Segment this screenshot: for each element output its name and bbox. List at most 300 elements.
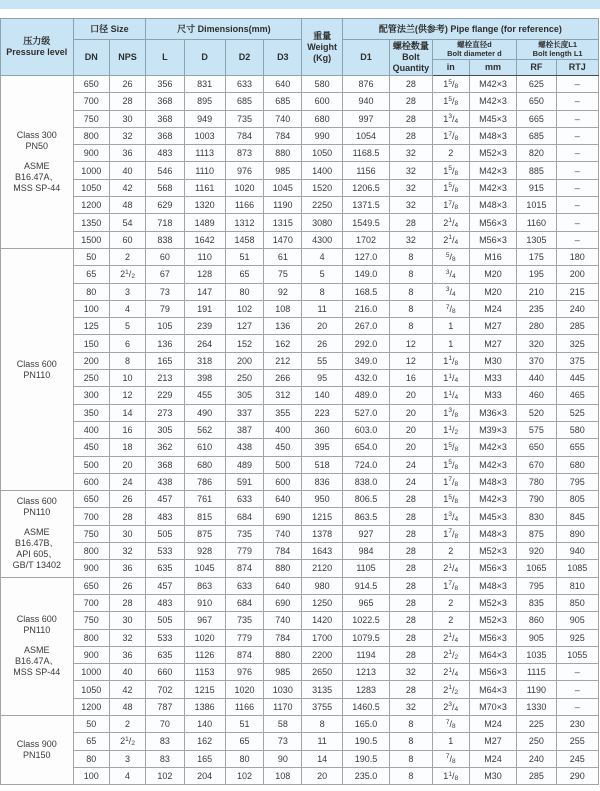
table-cell: 400 <box>264 421 302 438</box>
table-cell: 5 <box>109 318 145 335</box>
table-cell: 650 <box>73 76 109 93</box>
table-header <box>1 19 599 76</box>
table-cell: 14 <box>109 404 145 421</box>
table-cell: 266 <box>264 370 302 387</box>
table-cell: $^7/_8$ <box>432 715 469 732</box>
table-cell: 20 <box>390 387 432 404</box>
table-cell: M42×3 <box>469 439 516 456</box>
table-cell: 28 <box>390 491 432 508</box>
table-cell: 4300 <box>302 231 342 248</box>
table-cell: $1^5/_8$ <box>432 76 469 93</box>
table-cell: 32 <box>109 127 145 144</box>
table-cell: 1015 <box>517 197 556 214</box>
table-cell: $2^1/_4$ <box>432 214 469 231</box>
table-cell: 1386 <box>184 698 225 715</box>
table-row <box>1 283 599 300</box>
table-cell: 820 <box>517 145 556 162</box>
header-bolt-diameter-en: Bolt diameter d <box>447 48 502 58</box>
table-cell: 3135 <box>302 681 342 698</box>
table-row <box>1 127 599 144</box>
table-cell: 110 <box>184 248 225 265</box>
table-cell: 20 <box>390 404 432 421</box>
table-cell: $2^1/_4$ <box>432 231 469 248</box>
table-cell: 26 <box>109 76 145 93</box>
header-bolt-quantity-en2: Quantity <box>392 63 430 73</box>
table-cell: 80 <box>225 283 263 300</box>
table-cell: 28 <box>390 214 432 231</box>
table-row <box>1 318 599 335</box>
table-cell: 1055 <box>556 646 598 663</box>
table-cell: 905 <box>517 629 556 646</box>
header-bolt-quantity <box>390 40 432 76</box>
table-cell: $1^7/_8$ <box>432 473 469 490</box>
table-cell: 32 <box>109 629 145 646</box>
table-cell: 32 <box>390 162 432 179</box>
table-cell: 527.0 <box>342 404 389 421</box>
table-cell: 368 <box>146 93 184 110</box>
table-cell: 684 <box>225 594 263 611</box>
table-cell: – <box>556 197 598 214</box>
table-cell: 1215 <box>184 681 225 698</box>
table-cell: – <box>556 664 598 681</box>
table-cell: 654.0 <box>342 439 389 456</box>
table-cell: $2^1/_2$ <box>109 733 145 750</box>
table-cell: 1315 <box>264 214 302 231</box>
table-row <box>1 300 599 317</box>
table-cell: 1194 <box>342 646 389 663</box>
table-cell: 3 <box>109 283 145 300</box>
table-cell: $2^1/_4$ <box>432 664 469 681</box>
header-bolt-diameter-zh: 螺栓直径d <box>457 40 492 49</box>
table-cell: 28 <box>390 646 432 663</box>
table-row <box>1 698 599 715</box>
table-cell: 300 <box>73 387 109 404</box>
table-cell: 11 <box>302 733 342 750</box>
table-cell: 168.5 <box>342 283 389 300</box>
table-cell: 440 <box>517 370 556 387</box>
table-cell: 204 <box>184 767 225 784</box>
table-cell: 967 <box>184 612 225 629</box>
table-row <box>1 491 599 508</box>
top-strip <box>0 0 600 9</box>
table-cell: 580 <box>556 421 598 438</box>
table-cell: $1^5/_8$ <box>432 179 469 196</box>
table-cell: M52×3 <box>469 594 516 611</box>
table-cell: 1642 <box>184 231 225 248</box>
table-cell: 800 <box>73 127 109 144</box>
table-cell: 8 <box>302 715 342 732</box>
table-cell: 875 <box>184 525 225 542</box>
table-cell: 24 <box>390 456 432 473</box>
table-cell: 398 <box>184 370 225 387</box>
table-cell: 235.0 <box>342 767 389 784</box>
table-cell: 102 <box>225 767 263 784</box>
table-cell: 24 <box>109 473 145 490</box>
table-cell: 650 <box>517 93 556 110</box>
table-cell: 67 <box>146 266 184 283</box>
table-cell: $2^1/_4$ <box>432 629 469 646</box>
header-in: in <box>432 60 469 76</box>
table-cell: 684 <box>225 508 263 525</box>
table-cell: M52×3 <box>469 145 516 162</box>
table-cell: 18 <box>109 439 145 456</box>
table-cell: 36 <box>109 560 145 577</box>
table-cell: 1520 <box>302 179 342 196</box>
table-cell: 450 <box>73 439 109 456</box>
table-cell: M64×3 <box>469 646 516 663</box>
table-cell: 800 <box>73 629 109 646</box>
table-cell: 1079.5 <box>342 629 389 646</box>
table-row <box>1 715 599 732</box>
table-cell: 1200 <box>73 698 109 715</box>
table-row <box>1 248 599 265</box>
table-cell: M27 <box>469 335 516 352</box>
table-cell: – <box>556 162 598 179</box>
table-cell: 28 <box>390 76 432 93</box>
table-cell: 890 <box>556 525 598 542</box>
header-d: D <box>184 40 225 76</box>
table-cell: $1^1/_8$ <box>432 767 469 784</box>
table-cell: 640 <box>264 577 302 594</box>
table-cell: 55 <box>302 352 342 369</box>
table-cell: 58 <box>264 715 302 732</box>
table-cell: 784 <box>264 543 302 560</box>
table-cell: 165 <box>146 352 184 369</box>
table-cell: 1000 <box>73 664 109 681</box>
table-cell: 761 <box>184 491 225 508</box>
table-cell: 195 <box>517 266 556 283</box>
table-cell: 368 <box>146 127 184 144</box>
table-cell: 680 <box>184 456 225 473</box>
table-cell: M30 <box>469 767 516 784</box>
table-cell: 2 <box>432 543 469 560</box>
table-cell: – <box>556 145 598 162</box>
table-cell: 1035 <box>517 646 556 663</box>
table-cell: 976 <box>225 664 263 681</box>
table-cell: 90 <box>264 750 302 767</box>
table-cell: 815 <box>184 508 225 525</box>
table-row <box>1 439 599 456</box>
table-cell: $2^1/_2$ <box>432 681 469 698</box>
table-cell: 239 <box>184 318 225 335</box>
table-cell: M56×3 <box>469 214 516 231</box>
table-cell: 976 <box>225 162 263 179</box>
table-cell: 2120 <box>302 560 342 577</box>
table-cell: 200 <box>225 352 263 369</box>
table-cell: 61 <box>264 248 302 265</box>
table-cell: 779 <box>225 629 263 646</box>
header-bolt-quantity-zh: 螺栓数量 <box>392 41 429 51</box>
table-cell: 690 <box>264 594 302 611</box>
table-cell: 2650 <box>302 664 342 681</box>
table-cell: 1190 <box>517 681 556 698</box>
table-row <box>1 560 599 577</box>
table-cell: 895 <box>184 93 225 110</box>
table-cell: 223 <box>302 404 342 421</box>
table-cell: 368 <box>146 110 184 127</box>
table-cell: 140 <box>184 715 225 732</box>
table-cell: M24 <box>469 750 516 767</box>
table-cell: 128 <box>184 266 225 283</box>
table-cell: 28 <box>109 508 145 525</box>
table-cell: 2 <box>109 715 145 732</box>
table-cell: 483 <box>146 594 184 611</box>
table-cell: 102 <box>146 767 184 784</box>
table-cell: 60 <box>146 248 184 265</box>
table-cell: 438 <box>225 439 263 456</box>
table-cell: $1^5/_8$ <box>432 93 469 110</box>
header-rtj: RTJ <box>556 60 598 76</box>
table-cell: M48×3 <box>469 577 516 594</box>
table-cell: 190.5 <box>342 750 389 767</box>
table-row <box>1 404 599 421</box>
table-cell: 1213 <box>342 664 389 681</box>
table-cell: 325 <box>556 335 598 352</box>
table-cell: 633 <box>225 577 263 594</box>
table-cell: 1115 <box>517 664 556 681</box>
top-gap <box>0 9 600 18</box>
table-row <box>1 352 599 369</box>
table-cell: 40 <box>109 664 145 681</box>
table-cell: 920 <box>517 543 556 560</box>
table-cell: 8 <box>390 318 432 335</box>
table-cell: 216.0 <box>342 300 389 317</box>
table-cell: 518 <box>302 456 342 473</box>
table-cell: 28 <box>390 629 432 646</box>
table-cell: 784 <box>264 629 302 646</box>
table-cell: 1200 <box>73 197 109 214</box>
spec-table <box>0 18 599 785</box>
table-cell: $1^1/_4$ <box>432 387 469 404</box>
table-cell: 950 <box>302 491 342 508</box>
header-weight-unit: (Kg) <box>313 52 332 63</box>
table-cell: M45×3 <box>469 508 516 525</box>
table-cell: 65 <box>225 266 263 283</box>
table-row <box>1 231 599 248</box>
table-cell: 735 <box>225 612 263 629</box>
table-cell: 36 <box>109 646 145 663</box>
table-cell: 28 <box>390 525 432 542</box>
header-dimensions: 尺寸 Dimensions(mm) <box>146 19 302 40</box>
table-cell: 490 <box>184 404 225 421</box>
table-cell: 1156 <box>342 162 389 179</box>
table-cell: M24 <box>469 300 516 317</box>
table-cell: 997 <box>342 110 389 127</box>
table-cell: 162 <box>264 335 302 352</box>
pressure-level-group-label: Class 600 PN110 <box>1 248 74 490</box>
table-cell: 965 <box>342 594 389 611</box>
table-cell: 349.0 <box>342 352 389 369</box>
table-cell: 880 <box>264 646 302 663</box>
table-cell: 1350 <box>73 214 109 231</box>
table-cell: 20 <box>390 439 432 456</box>
table-cell: 350 <box>73 404 109 421</box>
table-cell: 1420 <box>302 612 342 629</box>
table-cell: 8 <box>109 352 145 369</box>
table-cell: 285 <box>517 767 556 784</box>
table-cell: 483 <box>146 145 184 162</box>
table-cell: 505 <box>146 612 184 629</box>
table-cell: 750 <box>73 525 109 542</box>
table-cell: 702 <box>146 681 184 698</box>
table-cell: 1206.5 <box>342 179 389 196</box>
pressure-level-group-label: Class 900 PN150 <box>1 715 74 784</box>
table-cell: – <box>556 214 598 231</box>
table-cell: 1283 <box>342 681 389 698</box>
table-cell: 4 <box>302 248 342 265</box>
table-cell: 685 <box>225 93 263 110</box>
table-cell: 874 <box>225 646 263 663</box>
table-cell: 11 <box>302 300 342 317</box>
table-cell: 1003 <box>184 127 225 144</box>
table-cell: 650 <box>517 439 556 456</box>
table-cell: 210 <box>517 283 556 300</box>
table-cell: M36×3 <box>469 404 516 421</box>
table-cell: $^3/_4$ <box>432 283 469 300</box>
table-cell: 42 <box>109 681 145 698</box>
table-cell: 28 <box>390 127 432 144</box>
table-row <box>1 612 599 629</box>
table-cell: 8 <box>390 715 432 732</box>
table-cell: 28 <box>390 543 432 560</box>
table-cell: 92 <box>264 283 302 300</box>
table-cell: 450 <box>264 439 302 456</box>
table-cell: 28 <box>390 93 432 110</box>
table-cell: 375 <box>556 352 598 369</box>
table-cell: 880 <box>264 145 302 162</box>
table-cell: 30 <box>109 525 145 542</box>
table-cell: 640 <box>264 491 302 508</box>
table-cell: 28 <box>109 594 145 611</box>
table-cell: – <box>556 179 598 196</box>
table-cell: M56×3 <box>469 664 516 681</box>
table-cell: 787 <box>146 698 184 715</box>
table-cell: 1170 <box>264 698 302 715</box>
table-cell: 108 <box>264 767 302 784</box>
table-cell: 229 <box>146 387 184 404</box>
table-cell: 127.0 <box>342 248 389 265</box>
table-cell: 525 <box>556 404 598 421</box>
table-cell: 1050 <box>73 179 109 196</box>
table-cell: 32 <box>390 664 432 681</box>
table-cell: 1050 <box>73 681 109 698</box>
table-cell: 633 <box>225 491 263 508</box>
table-cell: 779 <box>225 543 263 560</box>
table-cell: 267.0 <box>342 318 389 335</box>
table-cell: 900 <box>73 560 109 577</box>
table-cell: 51 <box>225 715 263 732</box>
table-cell: 305 <box>146 421 184 438</box>
table-cell: 147 <box>184 283 225 300</box>
table-cell: 28 <box>390 110 432 127</box>
table-cell: 2250 <box>302 197 342 214</box>
table-cell: 690 <box>264 508 302 525</box>
header-weight <box>302 19 342 76</box>
table-cell: 700 <box>73 93 109 110</box>
table-cell: 670 <box>517 456 556 473</box>
table-cell: 1000 <box>73 162 109 179</box>
table-cell: 30 <box>109 110 145 127</box>
table-cell: 489.0 <box>342 387 389 404</box>
table-cell: 1065 <box>517 560 556 577</box>
pressure-level-group-label: Class 300 PN50 ASME B16.47A、 MSS SP-44 <box>1 76 74 249</box>
table-row <box>1 629 599 646</box>
table-row <box>1 681 599 698</box>
table-cell: $1^7/_8$ <box>432 197 469 214</box>
table-cell: 79 <box>146 300 184 317</box>
table-cell: 875 <box>517 525 556 542</box>
table-cell: 28 <box>390 508 432 525</box>
table-cell: 1458 <box>225 231 263 248</box>
table-cell: M39×3 <box>469 421 516 438</box>
table-cell: 51 <box>225 248 263 265</box>
table-cell: 212 <box>264 352 302 369</box>
table-cell: 546 <box>146 162 184 179</box>
table-row <box>1 456 599 473</box>
table-cell: 806.5 <box>342 491 389 508</box>
table-cell: 200 <box>73 352 109 369</box>
table-row <box>1 750 599 767</box>
table-cell: 80 <box>73 283 109 300</box>
table-cell: 980 <box>302 577 342 594</box>
table-cell: 16 <box>390 370 432 387</box>
table-cell: 810 <box>556 577 598 594</box>
table-cell: 505 <box>146 525 184 542</box>
table-row <box>1 93 599 110</box>
table-cell: 8 <box>390 266 432 283</box>
table-cell: 928 <box>184 543 225 560</box>
table-cell: 165.0 <box>342 715 389 732</box>
table-cell: 16 <box>109 421 145 438</box>
table-row <box>1 266 599 283</box>
header-d1: D1 <box>342 40 389 76</box>
table-cell: 1305 <box>517 231 556 248</box>
table-cell: 940 <box>342 93 389 110</box>
table-cell: 12 <box>390 352 432 369</box>
table-cell: M20 <box>469 283 516 300</box>
table-cell: 240 <box>556 300 598 317</box>
table-cell: 48 <box>109 197 145 214</box>
table-cell: 28 <box>390 612 432 629</box>
table-cell: 12 <box>390 335 432 352</box>
table-cell: 26 <box>302 335 342 352</box>
table-cell: 400 <box>73 421 109 438</box>
table-cell: 318 <box>184 352 225 369</box>
table-cell: 150 <box>73 335 109 352</box>
table-cell: 1 <box>432 733 469 750</box>
table-cell: 1020 <box>225 681 263 698</box>
table-cell: M42×3 <box>469 456 516 473</box>
table-cell: 940 <box>556 543 598 560</box>
table-cell: 28 <box>109 93 145 110</box>
table-cell: 718 <box>146 214 184 231</box>
table-cell: $1^5/_8$ <box>432 162 469 179</box>
table-cell: 863.5 <box>342 508 389 525</box>
table-cell: 50 <box>73 715 109 732</box>
table-cell: 600 <box>73 473 109 490</box>
table-body <box>1 76 599 785</box>
table-cell: 1312 <box>225 214 263 231</box>
header-weight-en: Weight <box>307 41 338 52</box>
table-cell: 65 <box>225 733 263 750</box>
table-cell: 370 <box>517 352 556 369</box>
table-cell: M24 <box>469 715 516 732</box>
table-cell: 860 <box>517 612 556 629</box>
table-cell: 149.0 <box>342 266 389 283</box>
table-cell: $^5/_8$ <box>432 248 469 265</box>
table-cell: 985 <box>264 162 302 179</box>
table-cell: 455 <box>184 387 225 404</box>
